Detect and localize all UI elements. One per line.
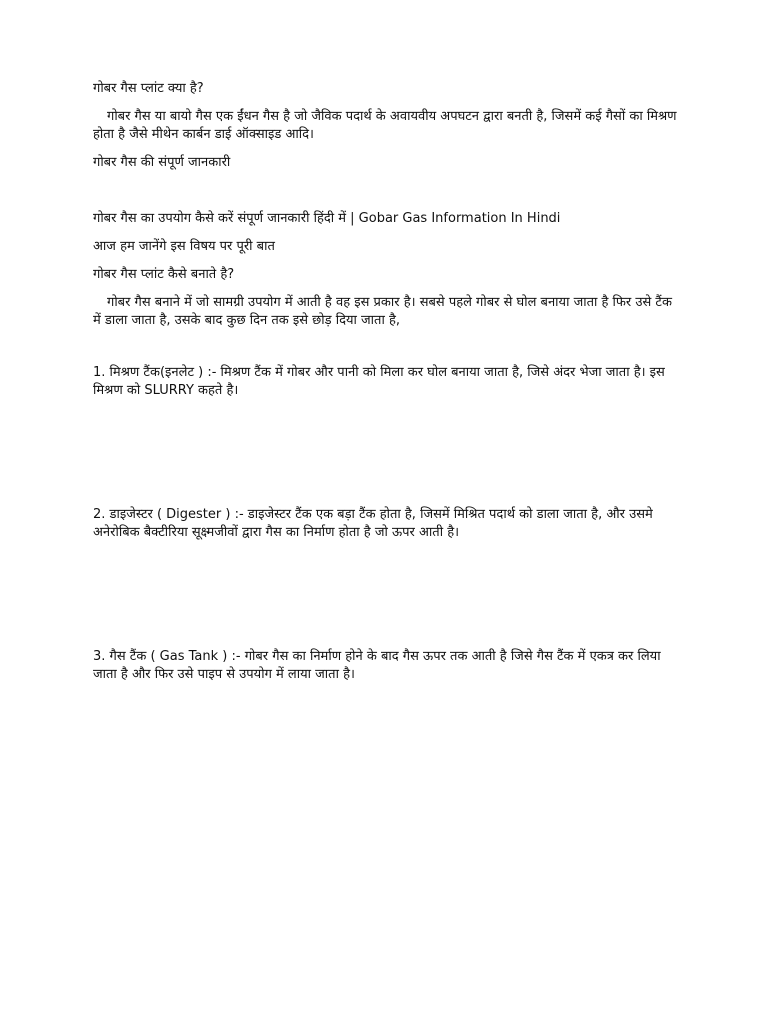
list-item-number: 2.	[93, 507, 106, 522]
list-item-number: 1.	[93, 365, 106, 380]
list-item-digester	[93, 506, 679, 542]
spacer	[93, 340, 679, 364]
heading-what-is-gobar-gas-plant: गोबर गैस प्लांट क्या है?	[93, 81, 204, 96]
list-item-number: 3.	[93, 649, 106, 664]
spacer	[93, 182, 679, 210]
materials-paragraph: गोबर गैस बनाने में जो सामग्री उपयोग में आती है वह इस प्रकार है। सबसे पहले गोबर से घोल बनाया जाता है फिर उसे टैंक में डाला जाता है, उसके बाद कुछ दिन तक इसे छोड़ दिया जाता है,	[93, 295, 672, 328]
list-item-title: मिश्रण टैंक(इनलेट )	[109, 365, 204, 380]
list-item-title: डाइजेस्टर ( Digester )	[109, 507, 231, 522]
list-item-text: :- मिश्रण टैंक में गोबर और पानी को मिला कर घोल बनाया जाता है, जिसे अंदर भेजा जाता है। इस मिश्रण को SLURRY कहते है।	[93, 365, 665, 398]
spacer	[93, 552, 679, 648]
list-item-text: :- डाइजेस्टर टैंक एक बड़ा टैंक होता है, जिसमें मिश्रित पदार्थ को डाला जाता है, और उसमे अनेरोबिक बैक्टीरिया सूक्ष्मजीवों द्वारा गैस का निर्माण होता है जो ऊपर आती है।	[93, 507, 653, 540]
list-item-title: गैस टैंक ( Gas Tank )	[109, 649, 228, 664]
list-item-gas-tank	[93, 648, 679, 684]
heading-how-to-build: गोबर गैस प्लांट कैसे बनाते है?	[93, 267, 235, 282]
heading-complete-information: गोबर गैस की संपूर्ण जानकारी	[93, 155, 231, 170]
intro-paragraph: गोबर गैस या बायो गैस एक ईंधन गैस है जो जैविक पदार्थ के अवायवीय अपघटन द्वारा बनती है, जिसमें कई गैसों का मिश्रण होता है जैसे मीथेन कार्बन डाई ऑक्साइड आदि।	[93, 109, 677, 142]
heading-today-we-learn: आज हम जानेंगे इस विषय पर पूरी बात	[93, 239, 275, 254]
list-item-mixing-tank	[93, 364, 679, 400]
document-page	[93, 80, 679, 694]
heading-usage-information: गोबर गैस का उपयोग कैसे करें संपूर्ण जानकारी हिंदी में | Gobar Gas Information In Hindi	[93, 211, 561, 226]
list-item-text: :- गोबर गैस का निर्माण होने के बाद गैस ऊपर तक आती है जिसे गैस टैंक में एकत्र कर लिया जाता है और फिर उसे पाइप से उपयोग में लाया जाता है।	[93, 649, 661, 682]
spacer	[93, 410, 679, 506]
